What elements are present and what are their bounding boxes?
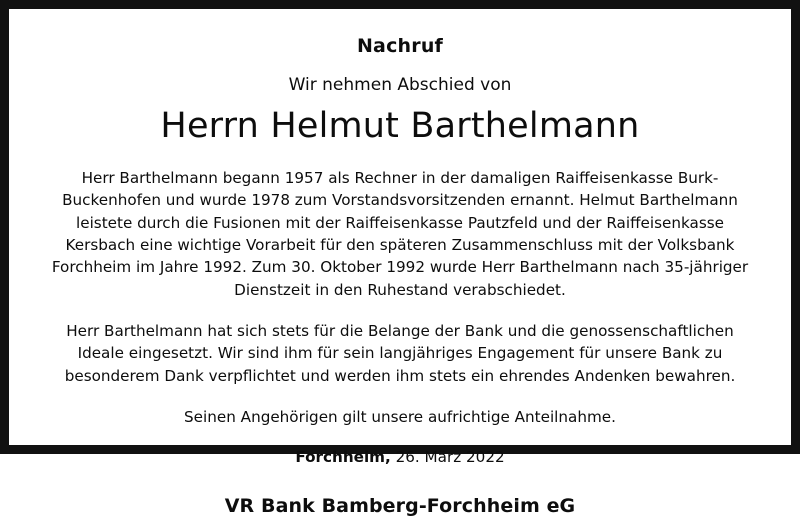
notice-paragraph-condolence: Seinen Angehörigen gilt unsere aufrichtige Anteilnahme. [184,408,616,427]
notice-paragraph-career: Herr Barthelmann begann 1957 als Rechner in der damaligen Raiffeisenkasse Burk-Buckenhofen und wurde 1978 zum Vorstandsvorsitzenden ernannt. Helmut Barthelmann leistete durch die Fusionen mit der Raiffeisenkasse Pautzfeld und der Raiffeisenkasse Kersbach eine wichtige Vorarbeit für den späteren Zusammenschluss mit der Volksbank Forchheim im Jahre 1992. Zum 30. Oktober 1992 wurde Herr Barthelmann nach 35-jähriger Dienstzeit in den Ruhestand verabschiedet. [51,169,749,299]
organization-signature: VR Bank Bamberg-Forchheim eG [224,494,576,517]
notice-subheading: Wir nehmen Abschied von [288,75,512,95]
place-and-date [295,448,504,466]
notice-heading: Nachruf [356,35,444,57]
notice-paragraph-tribute: Herr Barthelmann hat sich stets für die Belange der Bank und die genossenschaftlichen Ideale eingesetzt. Wir sind ihm für sein langjähriges Engagement für unsere Bank zu besonderem Dank verpflichtet und werden ihm stets ein ehrendes Andenken bewahren. [64,322,736,385]
notice-content [9,9,791,517]
date-label: 26. März 2022 [390,448,505,467]
deceased-name: Herrn Helmut Barthelmann [160,106,640,146]
place-label: Forchheim, [295,448,391,467]
